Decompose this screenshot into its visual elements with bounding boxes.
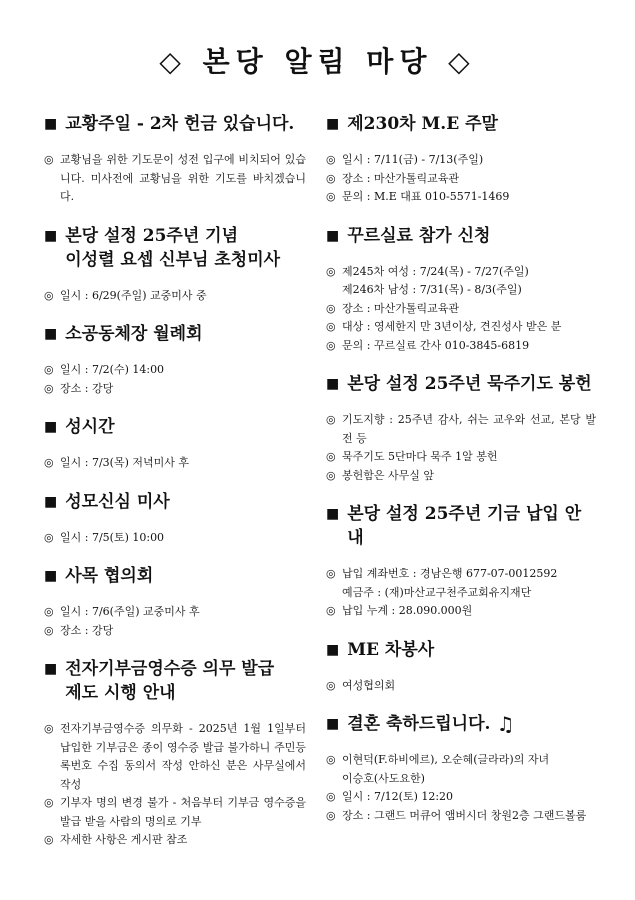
square-bullet-icon: ■ — [44, 116, 58, 132]
notice-item-text: 장소 : 마산가톨릭교육관 — [342, 301, 459, 315]
notice-item — [44, 603, 306, 622]
notice-item — [44, 380, 306, 399]
notice-item-text: 납입 계좌번호 : 경남은행 677-07-0012592 — [342, 567, 558, 580]
notice-item-text: 기부자 명의 변경 불가 - 처음부터 기부금 영수증을 발급 받을 사람의 명의로 기부 — [60, 796, 306, 828]
notice-item — [326, 300, 596, 319]
double-circle-bullet-icon: ◎ — [326, 678, 336, 692]
double-circle-bullet-icon: ◎ — [44, 530, 54, 544]
double-circle-bullet-icon: ◎ — [44, 722, 54, 735]
section-heading-text: 교황주일 - 2차 헌금 있습니다. — [65, 114, 295, 134]
notice-item — [44, 361, 306, 380]
square-bullet-icon: ■ — [44, 326, 58, 342]
double-circle-bullet-icon: ◎ — [326, 468, 336, 482]
double-circle-bullet-icon: ◎ — [44, 456, 54, 469]
double-circle-bullet-icon: ◎ — [326, 190, 336, 203]
square-bullet-icon: ■ — [326, 506, 340, 522]
square-bullet-icon: ■ — [44, 419, 58, 435]
notice-item-text: 기도지향 : 25주년 감사, 쉬는 교우와 선교, 본당 발전 등 — [342, 413, 596, 445]
section-heading-text: 본당 설정 25주년 묵주기도 봉헌 — [347, 374, 592, 394]
notice-section — [44, 415, 306, 490]
square-bullet-icon: ■ — [326, 227, 340, 244]
double-circle-bullet-icon — [326, 281, 342, 300]
notice-section — [326, 372, 596, 502]
notice-item — [326, 751, 596, 770]
notice-item — [326, 170, 596, 189]
section-heading — [44, 564, 306, 588]
notice-item — [326, 584, 596, 603]
section-heading-text: 결혼 축하드립니다. — [347, 714, 491, 734]
notice-item — [326, 151, 596, 170]
double-circle-bullet-icon — [326, 584, 342, 603]
notice-item-text: 자세한 사항은 게시판 참조 — [60, 833, 188, 846]
double-circle-bullet-icon: ◎ — [44, 288, 54, 302]
section-heading-text: 제230차 M.E 주말 — [347, 114, 498, 134]
notice-item — [44, 720, 306, 794]
square-bullet-icon: ■ — [44, 493, 58, 510]
double-circle-bullet-icon — [326, 770, 342, 789]
notice-item-text: 대상 : 영세한지 만 3년이상, 견진성사 받은 분 — [342, 320, 562, 333]
double-circle-bullet-icon: ◎ — [326, 264, 336, 278]
section-heading — [44, 490, 306, 514]
double-circle-bullet-icon: ◎ — [326, 567, 336, 580]
square-bullet-icon: ■ — [326, 716, 340, 732]
notice-item-text: 이현덕(F.하비에르), 오순혜(글라라)의 자녀 — [342, 753, 550, 766]
notice-item — [326, 677, 596, 696]
section-heading — [44, 322, 306, 346]
notice-section — [326, 224, 596, 373]
notice-section — [326, 112, 596, 224]
notice-item — [326, 318, 596, 337]
notice-item-text: 장소 : 그랜드 머큐어 앰버시더 창원2층 그랜드볼룸 — [342, 808, 587, 822]
left-column — [44, 112, 306, 867]
section-heading-text: 성시간 — [65, 417, 115, 437]
notice-item-text: 여성협의회 — [342, 678, 396, 692]
notice-section — [44, 112, 306, 224]
double-circle-bullet-icon: ◎ — [326, 450, 336, 463]
notice-item-text: 일시 : 7/11(금) - 7/13(주일) — [342, 153, 484, 166]
notice-item-text: 일시 : 7/12(토) 12:20 — [342, 790, 454, 803]
notice-item — [326, 467, 596, 486]
double-circle-bullet-icon: ◎ — [326, 790, 336, 803]
notice-item — [44, 529, 306, 548]
double-circle-bullet-icon: ◎ — [44, 381, 54, 395]
notice-item — [326, 602, 596, 621]
notice-item — [44, 794, 306, 831]
notice-item — [326, 337, 596, 356]
notice-item — [326, 565, 596, 584]
double-circle-bullet-icon: ◎ — [326, 753, 336, 766]
notice-item — [44, 622, 306, 641]
section-heading-text: 소공동체장 월례회 — [65, 324, 203, 344]
notice-section — [44, 490, 306, 565]
double-circle-bullet-icon: ◎ — [44, 605, 54, 618]
notice-item-text: 제246차 남성 : 7/31(목) - 8/3(주일) — [342, 283, 522, 296]
double-circle-bullet-icon: ◎ — [44, 153, 54, 166]
notice-item-text: 납입 누계 : 28.090.000원 — [342, 604, 473, 617]
notice-item — [326, 448, 596, 467]
notice-item-text: 이승호(사도요한) — [342, 771, 425, 785]
notice-item — [44, 287, 306, 306]
notice-item-text: 장소 : 마산가톨릭교육관 — [342, 171, 459, 185]
double-circle-bullet-icon: ◎ — [44, 796, 54, 809]
notice-item — [326, 281, 596, 300]
double-circle-bullet-icon: ◎ — [44, 833, 54, 846]
notice-item-text: 묵주기도 5단마다 묵주 1알 봉헌 — [342, 450, 498, 463]
double-circle-bullet-icon: ◎ — [326, 320, 336, 333]
double-circle-bullet-icon: ◎ — [44, 623, 54, 637]
page-title: ◇ 본당 알림 마당 ◇ — [159, 45, 476, 78]
double-circle-bullet-icon: ◎ — [326, 153, 336, 166]
notice-item — [326, 411, 596, 448]
notice-item-text: 일시 : 7/5(토) 10:00 — [60, 530, 165, 544]
section-heading — [326, 224, 596, 248]
notice-item-text: 문의 : 꾸르실료 간사 010-3845-6819 — [342, 338, 530, 352]
notice-item — [44, 831, 306, 850]
section-heading — [326, 638, 596, 662]
notice-section — [44, 322, 306, 415]
section-heading — [44, 112, 306, 136]
notice-item-text: 교황님을 위한 기도문이 성전 입구에 비치되어 있습니다. 미사전에 교황님을 위한 기도를 바치겠습니다. — [60, 153, 306, 203]
section-heading — [326, 502, 596, 550]
double-circle-bullet-icon: ◎ — [326, 171, 336, 185]
notice-item-text: 일시 : 7/3(목) 저녁미사 후 — [60, 456, 189, 469]
double-circle-bullet-icon: ◎ — [326, 301, 336, 315]
right-column — [326, 112, 596, 842]
notice-item-text: 일시 : 6/29(주일) 교중미사 중 — [60, 288, 207, 302]
square-bullet-icon: ■ — [326, 116, 340, 132]
music-note-icon: ♫ — [496, 712, 515, 736]
notice-section — [44, 564, 306, 657]
notice-item — [326, 770, 596, 789]
section-heading-text: 전자기부금영수증 의무 발급 제도 시행 안내 — [65, 659, 275, 703]
notice-item-text: 전자기부금영수증 의무화 - 2025년 1월 1일부터 납입한 기부금은 종이 영수증 발급 불가하니 주민등록번호 수집 동의서 작성 안하신 분은 사무실에서 작성 — [60, 722, 306, 791]
section-heading — [44, 224, 306, 272]
square-bullet-icon: ■ — [44, 227, 58, 244]
section-heading — [326, 372, 596, 396]
notice-item — [326, 188, 596, 207]
section-heading-text: 사목 협의회 — [65, 566, 154, 586]
notice-section — [326, 638, 596, 713]
double-circle-bullet-icon: ◎ — [44, 363, 54, 376]
notice-item-text: 장소 : 강당 — [60, 623, 114, 637]
double-circle-bullet-icon: ◎ — [326, 413, 336, 426]
notice-section — [326, 502, 596, 638]
section-heading — [326, 112, 596, 136]
notice-item — [326, 807, 596, 826]
notice-item — [44, 454, 306, 473]
section-heading — [44, 415, 306, 439]
section-heading — [326, 712, 596, 736]
notice-item-text: 봉헌함은 사무실 앞 — [342, 468, 435, 482]
notice-item-text: 일시 : 7/2(수) 14:00 — [60, 363, 165, 376]
notice-item-text: 일시 : 7/6(주일) 교중미사 후 — [60, 605, 200, 618]
double-circle-bullet-icon: ◎ — [326, 604, 336, 617]
section-heading — [44, 657, 306, 705]
notice-item-text: 예금주 : (재)마산교구천주교회유지재단 — [342, 585, 532, 599]
section-heading-text: 본당 설정 25주년 기금 납입 안내 — [347, 504, 582, 548]
notice-item — [326, 788, 596, 807]
double-circle-bullet-icon: ◎ — [326, 338, 336, 352]
section-heading-text: 본당 설정 25주년 기념 이성렬 요셉 신부님 초청미사 — [65, 225, 281, 270]
notice-item-text: 제245차 여성 : 7/24(목) - 7/27(주일) — [342, 264, 529, 278]
notice-item-text: 문의 : M.E 대표 010-5571-1469 — [342, 190, 510, 203]
square-bullet-icon: ■ — [44, 661, 58, 677]
section-heading-text: 성모신심 미사 — [65, 491, 170, 512]
notice-item — [326, 263, 596, 282]
square-bullet-icon: ■ — [44, 568, 58, 584]
notice-section — [44, 224, 306, 323]
notice-section — [44, 657, 306, 867]
section-heading-text: 꾸르실료 참가 신청 — [347, 225, 491, 246]
section-heading-text: ME 차봉사 — [347, 639, 435, 660]
notice-item — [44, 151, 306, 207]
notice-item-text: 장소 : 강당 — [60, 381, 114, 395]
square-bullet-icon: ■ — [326, 641, 340, 658]
notice-section — [326, 712, 596, 842]
double-circle-bullet-icon: ◎ — [326, 808, 336, 822]
square-bullet-icon: ■ — [326, 376, 340, 392]
